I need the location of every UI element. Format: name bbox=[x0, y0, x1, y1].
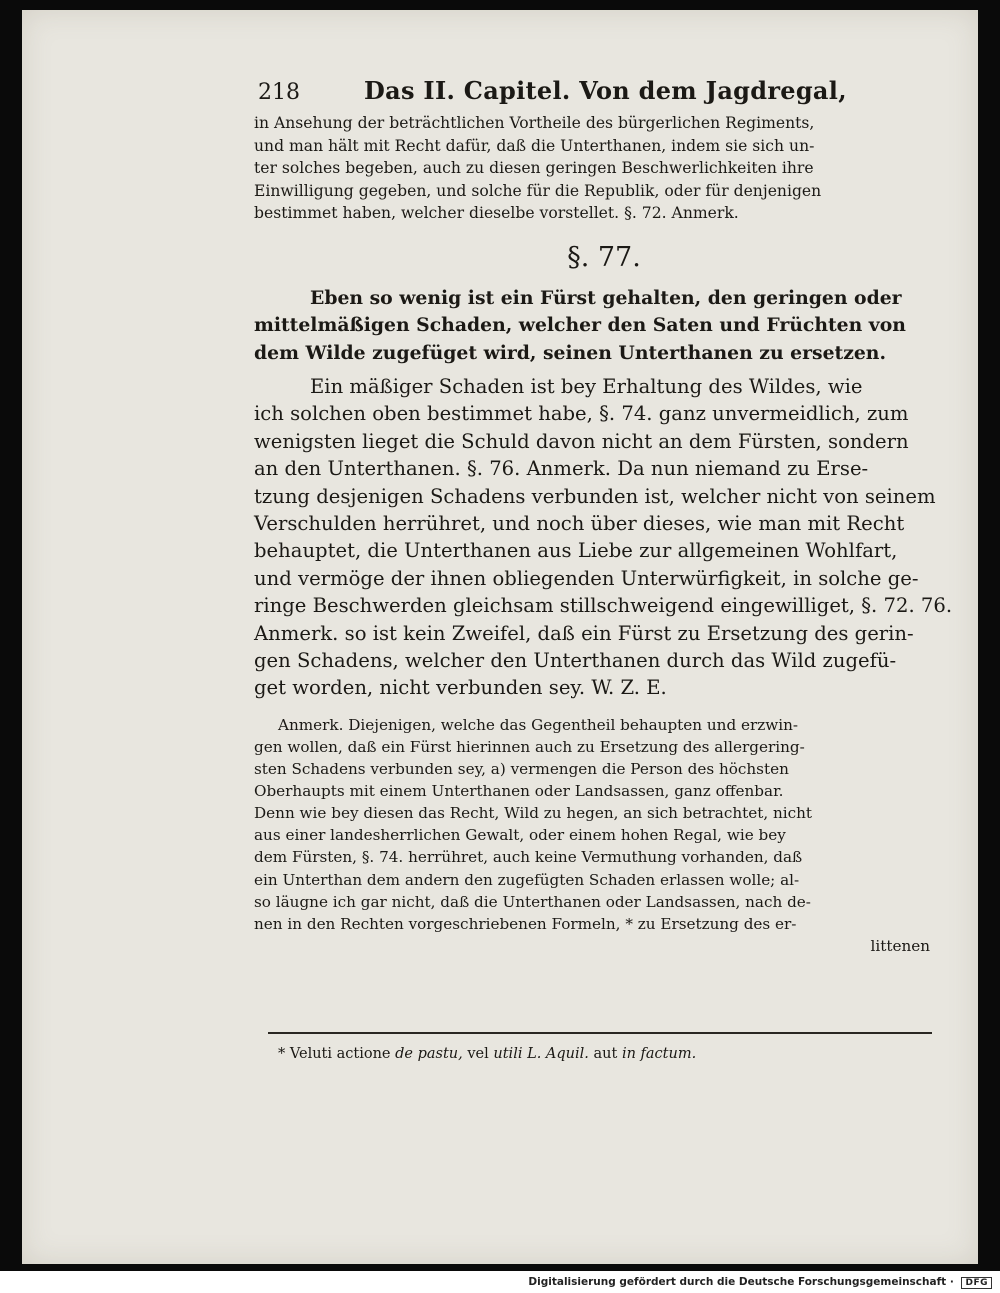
page-number: 218 bbox=[258, 80, 300, 105]
footnote bbox=[278, 1044, 696, 1064]
footnote-text: aut bbox=[593, 1046, 618, 1062]
dfg-logo: DFG bbox=[961, 1277, 992, 1289]
footnote-italic: in factum. bbox=[621, 1046, 697, 1062]
text-line: sten Schadens verbunden sey, a) vermengen die Person des höchsten bbox=[254, 760, 789, 779]
text-line: bestimmet haben, welcher dieselbe vorstellet. §. 72. Anmerk. bbox=[254, 204, 739, 222]
text-line: Eben so wenig ist ein Fürst gehalten, den geringen oder bbox=[310, 286, 902, 309]
page-header bbox=[254, 76, 934, 112]
text-line: tzung desjenigen Schadens verbunden ist, welcher nicht von seinem bbox=[254, 484, 936, 508]
text-line: dem Fürsten, §. 74. herrühret, auch keine Vermuthung vorhanden, daß bbox=[254, 848, 803, 867]
text-line: so läugne ich gar nicht, daß die Unterthanen oder Landsassen, nach de- bbox=[254, 892, 811, 911]
continued-paragraph bbox=[254, 112, 934, 225]
text-line: Anmerk. Diejenigen, welche das Gegentheil behaupten und erzwin- bbox=[278, 715, 799, 734]
section-heading: §. 77. bbox=[567, 241, 641, 273]
text-line: Einwilligung gegeben, und solche für die Republik, oder für denjenigen bbox=[254, 181, 822, 200]
proof-paragraph bbox=[254, 373, 953, 702]
footnote-text: vel bbox=[467, 1046, 489, 1062]
text-line: gen wollen, daß ein Fürst hierinnen auch zu Ersetzung des allergering- bbox=[254, 737, 805, 756]
section-thesis bbox=[254, 285, 934, 368]
text-line: in Ansehung der beträchtlichen Vortheile des bürgerlichen Regiments, bbox=[254, 114, 815, 132]
text-line: ein Unterthan dem andern den zugefügten Schaden erlassen wolle; al- bbox=[254, 870, 800, 889]
page-text-block bbox=[254, 76, 953, 957]
text-line: Anmerk. so ist kein Zweifel, daß ein Fürst zu Ersetzung des gerin- bbox=[254, 621, 914, 645]
text-line: ringe Beschwerden gleichsam stillschweigend eingewilliget, §. 72. 76. bbox=[254, 594, 953, 618]
text-line: Oberhaupts mit einem Unterthanen oder Landsassen, ganz offenbar. bbox=[254, 782, 784, 801]
text-line: get worden, nicht verbunden sey. W. Z. E. bbox=[254, 676, 667, 700]
text-line: ich solchen oben bestimmet habe, §. 74. ganz unvermeidlich, zum bbox=[254, 402, 909, 426]
text-line: Verschulden herrühret, und noch über dieses, wie man mit Recht bbox=[254, 512, 905, 536]
text-line: wenigsten lieget die Schuld davon nicht an dem Fürsten, sondern bbox=[254, 429, 909, 453]
text-line: und vermöge der ihnen obliegenden Unterwürfigkeit, in solche ge- bbox=[254, 566, 919, 590]
text-line: gen Schadens, welcher den Unterthanen durch das Wild zugefü- bbox=[254, 649, 897, 673]
running-title: Das II. Capitel. Von dem Jagdregal, bbox=[364, 76, 847, 105]
text-line: mittelmäßigen Schaden, welcher den Saten und Früchten von bbox=[254, 314, 906, 336]
footnote-marker: * bbox=[278, 1046, 286, 1062]
digitization-credit bbox=[528, 1276, 992, 1289]
text-line: dem Wilde zugefüget wird, seinen Unterthanen zu ersetzen. bbox=[254, 341, 886, 364]
text-line: Denn wie bey diesen das Recht, Wild zu hegen, an sich betrachtet, nicht bbox=[254, 804, 813, 823]
footnote-italic: de pastu, bbox=[395, 1046, 463, 1062]
text-line: aus einer landesherrlichen Gewalt, oder einem hohen Regal, wie bey bbox=[254, 826, 786, 845]
text-line: Ein mäßiger Schaden ist bey Erhaltung des Wildes, wie bbox=[310, 375, 863, 398]
text-line: ter solches begeben, auch zu diesen geringen Beschwerlichkeiten ihre bbox=[254, 159, 814, 177]
text-line: an den Unterthanen. §. 76. Anmerk. Da nun niemand zu Erse- bbox=[254, 457, 869, 481]
footnote-text: Veluti actione bbox=[289, 1046, 391, 1062]
credit-text: Digitalisierung gefördert durch die Deutsche Forschungsgemeinschaft · bbox=[528, 1276, 954, 1288]
footnote-rule bbox=[268, 1032, 932, 1034]
annotation-paragraph bbox=[254, 714, 934, 957]
footnote-italic: utili L. Aquil. bbox=[493, 1046, 589, 1062]
text-line: behauptet, die Unterthanen aus Liebe zur allgemeinen Wohlfart, bbox=[254, 539, 898, 563]
text-line: nen in den Rechten vorgeschriebenen Formeln, * zu Ersetzung des er- bbox=[254, 914, 797, 933]
catchword: littenen bbox=[870, 936, 930, 955]
text-line: und man hält mit Recht dafür, daß die Unterthanen, indem sie sich un- bbox=[254, 136, 815, 155]
